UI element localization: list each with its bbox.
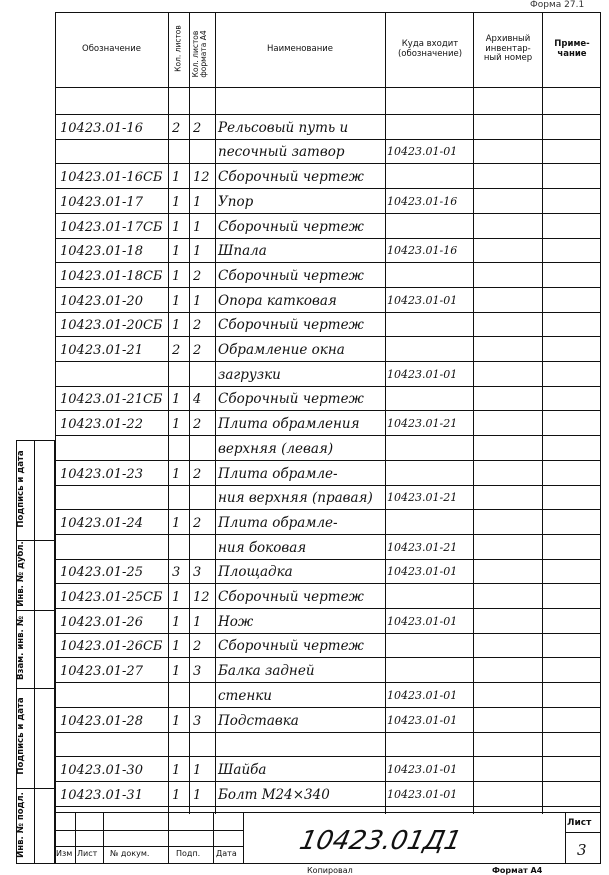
- row-name: Обрамление окна: [218, 342, 345, 358]
- row-name: Сборочный чертеж: [218, 317, 364, 334]
- header-where-included: Куда входит (обозначение): [397, 38, 463, 59]
- row-sheets: 1: [172, 466, 181, 482]
- row-a4: 1: [193, 614, 202, 630]
- left-strip-label-sign-date-2: Подпись и дата: [16, 697, 26, 775]
- row-where: 10423.01-01: [387, 762, 458, 776]
- row-designation: 10423.01-20: [60, 293, 143, 309]
- row-name: Плита обрамле-: [218, 514, 338, 531]
- row-line: [55, 410, 601, 411]
- row-designation: 10423.01-30: [60, 762, 143, 778]
- row-where: 10423.01-01: [387, 713, 458, 727]
- row-sheets: 2: [172, 120, 181, 136]
- row-a4: 4: [193, 392, 202, 408]
- row-sheets: 1: [172, 664, 181, 680]
- row-designation: 10423.01-17: [60, 194, 143, 210]
- header-note: Приме-чание: [554, 38, 590, 59]
- row-line: [55, 781, 601, 782]
- row-a4: 3: [193, 664, 202, 680]
- left-strip-divider: [16, 788, 55, 789]
- row-a4: 1: [193, 787, 202, 803]
- sheet-number: 3: [577, 841, 587, 859]
- col-line-where: [385, 12, 386, 814]
- row-name: Болт М24×340: [218, 786, 330, 803]
- row-line: [55, 312, 601, 313]
- row-line: [55, 386, 601, 387]
- row-name: Упор: [218, 193, 254, 210]
- row-where: 10423.01-21: [387, 540, 458, 554]
- row-a4: 2: [193, 343, 202, 358]
- row-sheets: 1: [172, 293, 181, 309]
- title-block-col: [168, 812, 169, 864]
- row-line: [55, 583, 601, 584]
- row-sheets: 1: [172, 219, 181, 235]
- title-col-doc-number: № докум.: [110, 849, 150, 858]
- row-a4: 3: [193, 565, 202, 581]
- sheet-label: Лист: [567, 818, 592, 828]
- row-where: 10423.01-21: [387, 417, 458, 431]
- row-name: ния боковая: [218, 539, 307, 556]
- row-designation: 10423.01-16: [60, 120, 143, 136]
- row-a4: 2: [193, 417, 202, 433]
- document-number: 10423.01Д1: [296, 826, 465, 856]
- title-block-row-line: [55, 846, 243, 847]
- header-format-a4: Кол. листов формата А4: [191, 30, 209, 78]
- col-line-archive: [473, 12, 474, 814]
- row-designation: 10423.01-25СБ: [60, 590, 163, 605]
- row-name: Сборочный чертеж: [218, 267, 364, 284]
- row-designation: 10423.01-25: [60, 565, 143, 581]
- row-designation: 10423.01-17СБ: [60, 219, 163, 235]
- header-bottom-line: [55, 87, 601, 88]
- row-sheets: 1: [172, 713, 181, 729]
- row-a4: 1: [193, 762, 202, 778]
- row-designation: 10423.01-22: [60, 417, 143, 433]
- row-name: Плита обрамле-: [218, 465, 338, 482]
- row-line: [55, 435, 601, 436]
- row-designation: 10423.01-18СБ: [60, 268, 163, 284]
- row-line: [55, 756, 601, 757]
- header-designation: Обозначение: [82, 43, 141, 54]
- header-archive-number: Архивный инвентар-ный номер: [483, 33, 533, 64]
- row-name: Подставка: [218, 712, 299, 729]
- row-where: 10423.01-01: [387, 367, 458, 381]
- row-line: [55, 608, 601, 609]
- col-line-sheets: [168, 12, 169, 814]
- sheet-frame: [55, 12, 601, 864]
- left-strip-divider: [16, 688, 55, 689]
- row-where: 10423.01-01: [387, 787, 458, 801]
- row-where: 10423.01-01: [387, 688, 458, 702]
- row-line: [55, 238, 601, 239]
- row-a4: 3: [193, 713, 202, 729]
- title-block-top: [55, 812, 601, 813]
- row-name: ния верхняя (правая): [218, 490, 373, 507]
- row-designation: 10423.01-26: [60, 614, 143, 630]
- row-line: [55, 633, 601, 634]
- title-block-row-line: [55, 830, 243, 831]
- row-where: 10423.01-16: [387, 194, 458, 208]
- row-name: Сборочный чертеж: [218, 391, 364, 408]
- row-name: Сборочный чертеж: [218, 169, 364, 186]
- row-where: 10423.01-16: [387, 244, 458, 258]
- title-block-col: [213, 812, 214, 864]
- row-line: [55, 213, 601, 214]
- row-sheets: 1: [172, 614, 181, 630]
- row-line: [55, 559, 601, 560]
- row-a4: 1: [193, 219, 202, 235]
- row-sheets: 1: [172, 787, 181, 803]
- row-line: [55, 460, 601, 461]
- row-a4: 1: [193, 244, 202, 260]
- title-col-date: Дата: [216, 849, 237, 858]
- row-designation: 10423.01-21: [60, 343, 143, 358]
- row-line: [55, 139, 601, 140]
- row-designation: 10423.01-20СБ: [60, 318, 163, 334]
- row-a4: 12: [193, 170, 210, 186]
- row-line: [55, 707, 601, 708]
- col-line-name: [215, 12, 216, 814]
- row-designation: 10423.01-21СБ: [60, 392, 163, 408]
- left-strip-label-sign-date-1: Подпись и дата: [16, 450, 26, 528]
- row-name: верхняя (левая): [218, 440, 334, 457]
- copied-label: Копировал: [307, 866, 353, 875]
- row-designation: 10423.01-18: [60, 244, 143, 260]
- row-a4: 1: [193, 293, 202, 309]
- row-where: 10423.01-21: [387, 491, 458, 505]
- row-line: [55, 534, 601, 535]
- left-strip-label-vzam: Взам. инв. №: [16, 616, 26, 680]
- row-name: Рельсовый путь и: [218, 119, 349, 136]
- left-strip-divider: [34, 440, 35, 864]
- row-sheets: 1: [172, 170, 181, 186]
- row-name: Нож: [218, 613, 254, 630]
- header-name: Наименование: [266, 43, 334, 54]
- row-line: [55, 485, 601, 486]
- title-block-col: [103, 812, 104, 864]
- row-a4: 2: [193, 639, 202, 655]
- row-designation: 10423.01-24: [60, 515, 143, 531]
- row-name: Шайба: [218, 761, 267, 778]
- row-a4: 2: [193, 268, 202, 284]
- row-designation: 10423.01-23: [60, 466, 143, 482]
- row-name: Сборочный чертеж: [218, 218, 364, 235]
- row-sheets: 1: [172, 318, 181, 334]
- row-sheets: 1: [172, 762, 181, 778]
- row-sheets: 1: [172, 590, 181, 605]
- row-a4: 1: [193, 194, 202, 210]
- row-name: песочный затвор: [218, 144, 345, 161]
- row-a4: 2: [193, 318, 202, 334]
- row-where: 10423.01-01: [387, 145, 458, 159]
- row-line: [55, 188, 601, 189]
- row-line: [55, 262, 601, 263]
- row-sheets: 1: [172, 515, 181, 531]
- row-a4: 2: [193, 515, 202, 531]
- row-name: Плита обрамления: [218, 416, 360, 433]
- col-line-note: [542, 12, 543, 814]
- row-name: Балка задней: [218, 663, 315, 680]
- title-col-sign: Подп.: [176, 849, 201, 858]
- row-sheets: 1: [172, 268, 181, 284]
- row-designation: 10423.01-26СБ: [60, 639, 163, 655]
- row-designation: 10423.01-16СБ: [60, 170, 163, 186]
- row-name: Сборочный чертеж: [218, 638, 364, 655]
- header-sheets-count: Кол. листов: [173, 25, 183, 72]
- format-label: Формат А4: [492, 866, 543, 875]
- row-designation: 10423.01-27: [60, 664, 143, 680]
- row-name: Сборочный чертеж: [218, 589, 364, 605]
- row-sheets: 1: [172, 392, 181, 408]
- row-line: [55, 657, 601, 658]
- col-line-a4: [189, 12, 190, 814]
- title-block-col: [75, 812, 76, 864]
- row-where: 10423.01-01: [387, 293, 458, 307]
- row-sheets: 1: [172, 244, 181, 260]
- row-line: [55, 114, 601, 115]
- row-name: стенки: [218, 687, 272, 704]
- row-sheets: 1: [172, 417, 181, 433]
- row-line: [55, 163, 601, 164]
- row-a4: 2: [193, 120, 202, 136]
- row-sheets: 3: [172, 565, 181, 581]
- row-sheets: 1: [172, 194, 181, 210]
- row-sheets: 2: [172, 343, 181, 358]
- title-col-list: Лист: [77, 849, 98, 858]
- row-name: загрузки: [218, 366, 281, 383]
- title-block-cell-border: [243, 812, 244, 864]
- row-line: [55, 732, 601, 733]
- row-sheets: 1: [172, 639, 181, 655]
- title-col-izm: Изм: [56, 849, 73, 858]
- row-designation: 10423.01-31: [60, 787, 143, 803]
- row-name: Шпала: [218, 243, 267, 260]
- row-designation: 10423.01-28: [60, 713, 143, 729]
- row-line: [55, 361, 601, 362]
- row-line: [55, 287, 601, 288]
- row-line: [55, 509, 601, 510]
- row-a4: 2: [193, 466, 202, 482]
- row-line: [55, 682, 601, 683]
- form-label: Форма 27.1: [530, 0, 585, 10]
- row-where: 10423.01-01: [387, 614, 458, 628]
- row-a4: 12: [193, 590, 210, 605]
- left-strip-label-inv-podl: Инв. № подл.: [16, 792, 26, 858]
- title-block-cell-border: [565, 812, 566, 864]
- row-name: Площадка: [218, 564, 293, 581]
- row-line: [55, 806, 601, 807]
- row-line: [55, 336, 601, 337]
- title-block-row-line: [565, 832, 601, 833]
- left-strip-label-inv-dubl: Инв. № дубл.: [16, 541, 26, 607]
- row-where: 10423.01-01: [387, 565, 458, 579]
- row-name: Опора катковая: [218, 292, 337, 309]
